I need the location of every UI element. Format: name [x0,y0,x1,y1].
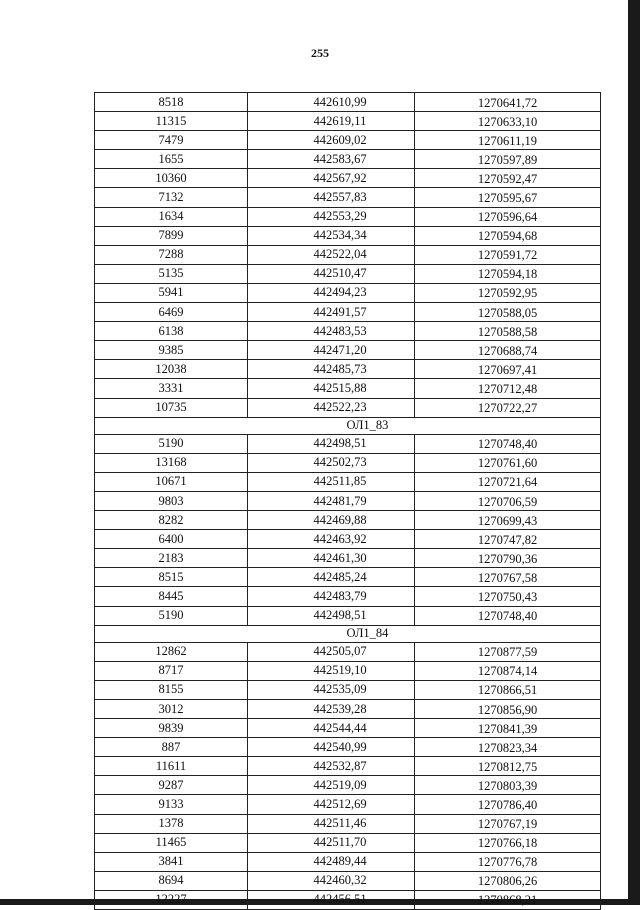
point-id-cell: 7479 [95,131,248,150]
x-coordinate-cell: 442471,20 [248,341,415,360]
point-id-cell: 11611 [95,757,248,776]
section-title: ОЛ1_84 [95,625,601,642]
y-coordinate-cell: 1270868,21 [415,890,601,909]
point-id-cell: 11315 [95,112,248,131]
y-coordinate-cell: 1270588,05 [415,303,601,322]
table-row [95,757,601,776]
point-id-cell: 5190 [95,606,248,625]
point-id-cell: 11465 [95,833,248,852]
table-row [95,264,601,283]
coordinates-table-container [94,92,600,910]
x-coordinate-cell: 442505,07 [248,642,415,661]
table-row [95,207,601,226]
x-coordinate-cell: 442512,69 [248,795,415,814]
y-coordinate-cell: 1270611,19 [415,131,601,150]
point-id-cell: 13168 [95,453,248,472]
table-row [95,568,601,587]
point-id-cell: 6469 [95,303,248,322]
y-coordinate-cell: 1270766,18 [415,833,601,852]
table-row [95,871,601,890]
table-row [95,112,601,131]
table-row [95,188,601,207]
x-coordinate-cell: 442557,83 [248,188,415,207]
section-header-row [95,625,601,642]
point-id-cell: 10360 [95,169,248,188]
section-header-row [95,417,601,434]
x-coordinate-cell: 442469,88 [248,511,415,530]
y-coordinate-cell: 1270706,59 [415,491,601,510]
point-id-cell: 9133 [95,795,248,814]
point-id-cell: 8717 [95,661,248,680]
x-coordinate-cell: 442494,23 [248,283,415,302]
table-row [95,226,601,245]
table-row [95,795,601,814]
x-coordinate-cell: 442540,99 [248,738,415,757]
table-row [95,322,601,341]
y-coordinate-cell: 1270748,40 [415,434,601,453]
table-row [95,491,601,510]
point-id-cell: 887 [95,738,248,757]
point-id-cell: 12227 [95,890,248,909]
y-coordinate-cell: 1270596,64 [415,207,601,226]
point-id-cell: 8155 [95,680,248,699]
y-coordinate-cell: 1270877,59 [415,642,601,661]
x-coordinate-cell: 442515,88 [248,379,415,398]
y-coordinate-cell: 1270823,34 [415,738,601,757]
x-coordinate-cell: 442485,73 [248,360,415,379]
point-id-cell: 12862 [95,642,248,661]
section-title: ОЛ1_83 [95,417,601,434]
point-id-cell: 1655 [95,150,248,169]
y-coordinate-cell: 1270747,82 [415,530,601,549]
y-coordinate-cell: 1270767,19 [415,814,601,833]
table-row [95,549,601,568]
table-row [95,472,601,491]
point-id-cell: 8515 [95,568,248,587]
x-coordinate-cell: 442511,85 [248,472,415,491]
y-coordinate-cell: 1270591,72 [415,245,601,264]
y-coordinate-cell: 1270786,40 [415,795,601,814]
table-row [95,150,601,169]
y-coordinate-cell: 1270688,74 [415,341,601,360]
x-coordinate-cell: 442619,11 [248,112,415,131]
y-coordinate-cell: 1270776,78 [415,852,601,871]
x-coordinate-cell: 442522,23 [248,398,415,417]
page-number: 255 [311,46,329,60]
table-row [95,661,601,680]
scan-edge-right [628,0,640,905]
table-row [95,719,601,738]
x-coordinate-cell: 442583,67 [248,150,415,169]
table-row [95,738,601,757]
point-id-cell: 7288 [95,245,248,264]
table-row [95,700,601,719]
point-id-cell: 9803 [95,491,248,510]
point-id-cell: 7899 [95,226,248,245]
x-coordinate-cell: 442553,29 [248,207,415,226]
y-coordinate-cell: 1270767,58 [415,568,601,587]
point-id-cell: 5190 [95,434,248,453]
table-row [95,642,601,661]
y-coordinate-cell: 1270722,27 [415,398,601,417]
y-coordinate-cell: 1270790,36 [415,549,601,568]
x-coordinate-cell: 442539,28 [248,700,415,719]
table-row [95,434,601,453]
point-id-cell: 1634 [95,207,248,226]
x-coordinate-cell: 442498,51 [248,434,415,453]
x-coordinate-cell: 442483,79 [248,587,415,606]
x-coordinate-cell: 442502,73 [248,453,415,472]
x-coordinate-cell: 442522,04 [248,245,415,264]
x-coordinate-cell: 442456,51 [248,890,415,909]
table-row [95,360,601,379]
y-coordinate-cell: 1270866,51 [415,680,601,699]
point-id-cell: 8445 [95,587,248,606]
y-coordinate-cell: 1270594,68 [415,226,601,245]
table-row [95,283,601,302]
x-coordinate-cell: 442481,79 [248,491,415,510]
table-row [95,169,601,188]
table-row [95,398,601,417]
x-coordinate-cell: 442544,44 [248,719,415,738]
point-id-cell: 10735 [95,398,248,417]
point-id-cell: 3841 [95,852,248,871]
point-id-cell: 9385 [95,341,248,360]
y-coordinate-cell: 1270595,67 [415,188,601,207]
y-coordinate-cell: 1270588,58 [415,322,601,341]
table-row [95,303,601,322]
table-row [95,890,601,909]
x-coordinate-cell: 442498,51 [248,606,415,625]
table-row [95,776,601,795]
y-coordinate-cell: 1270748,40 [415,606,601,625]
y-coordinate-cell: 1270592,47 [415,169,601,188]
x-coordinate-cell: 442609,02 [248,131,415,150]
y-coordinate-cell: 1270697,41 [415,360,601,379]
point-id-cell: 6400 [95,530,248,549]
table-row [95,680,601,699]
table-row [95,341,601,360]
point-id-cell: 8694 [95,871,248,890]
point-id-cell: 8282 [95,511,248,530]
y-coordinate-cell: 1270856,90 [415,700,601,719]
x-coordinate-cell: 442519,10 [248,661,415,680]
y-coordinate-cell: 1270633,10 [415,112,601,131]
table-row [95,852,601,871]
y-coordinate-cell: 1270750,43 [415,587,601,606]
point-id-cell: 12038 [95,360,248,379]
x-coordinate-cell: 442519,09 [248,776,415,795]
y-coordinate-cell: 1270806,26 [415,871,601,890]
x-coordinate-cell: 442463,92 [248,530,415,549]
y-coordinate-cell: 1270594,18 [415,264,601,283]
table-row [95,814,601,833]
point-id-cell: 2183 [95,549,248,568]
y-coordinate-cell: 1270812,75 [415,757,601,776]
point-id-cell: 3012 [95,700,248,719]
coordinates-table [94,92,601,910]
table-row [95,379,601,398]
y-coordinate-cell: 1270641,72 [415,93,601,112]
point-id-cell: 3331 [95,379,248,398]
table-row [95,833,601,852]
table-row [95,511,601,530]
point-id-cell: 7132 [95,188,248,207]
x-coordinate-cell: 442535,09 [248,680,415,699]
x-coordinate-cell: 442489,44 [248,852,415,871]
table-row [95,530,601,549]
y-coordinate-cell: 1270712,48 [415,379,601,398]
x-coordinate-cell: 442511,70 [248,833,415,852]
point-id-cell: 9287 [95,776,248,795]
table-row [95,245,601,264]
point-id-cell: 5941 [95,283,248,302]
point-id-cell: 6138 [95,322,248,341]
point-id-cell: 1378 [95,814,248,833]
point-id-cell: 9839 [95,719,248,738]
x-coordinate-cell: 442532,87 [248,757,415,776]
y-coordinate-cell: 1270761,60 [415,453,601,472]
x-coordinate-cell: 442510,47 [248,264,415,283]
y-coordinate-cell: 1270803,39 [415,776,601,795]
x-coordinate-cell: 442491,57 [248,303,415,322]
x-coordinate-cell: 442461,30 [248,549,415,568]
point-id-cell: 5135 [95,264,248,283]
x-coordinate-cell: 442567,92 [248,169,415,188]
x-coordinate-cell: 442460,32 [248,871,415,890]
point-id-cell: 10671 [95,472,248,491]
x-coordinate-cell: 442534,34 [248,226,415,245]
table-row [95,453,601,472]
table-row [95,131,601,150]
y-coordinate-cell: 1270592,95 [415,283,601,302]
point-id-cell: 8518 [95,93,248,112]
table-row [95,93,601,112]
x-coordinate-cell: 442511,46 [248,814,415,833]
x-coordinate-cell: 442483,53 [248,322,415,341]
y-coordinate-cell: 1270841,39 [415,719,601,738]
y-coordinate-cell: 1270874,14 [415,661,601,680]
y-coordinate-cell: 1270597,89 [415,150,601,169]
y-coordinate-cell: 1270721,64 [415,472,601,491]
table-row [95,587,601,606]
coordinates-table-body [95,93,601,910]
y-coordinate-cell: 1270699,43 [415,511,601,530]
table-row [95,606,601,625]
x-coordinate-cell: 442610,99 [248,93,415,112]
x-coordinate-cell: 442485,24 [248,568,415,587]
